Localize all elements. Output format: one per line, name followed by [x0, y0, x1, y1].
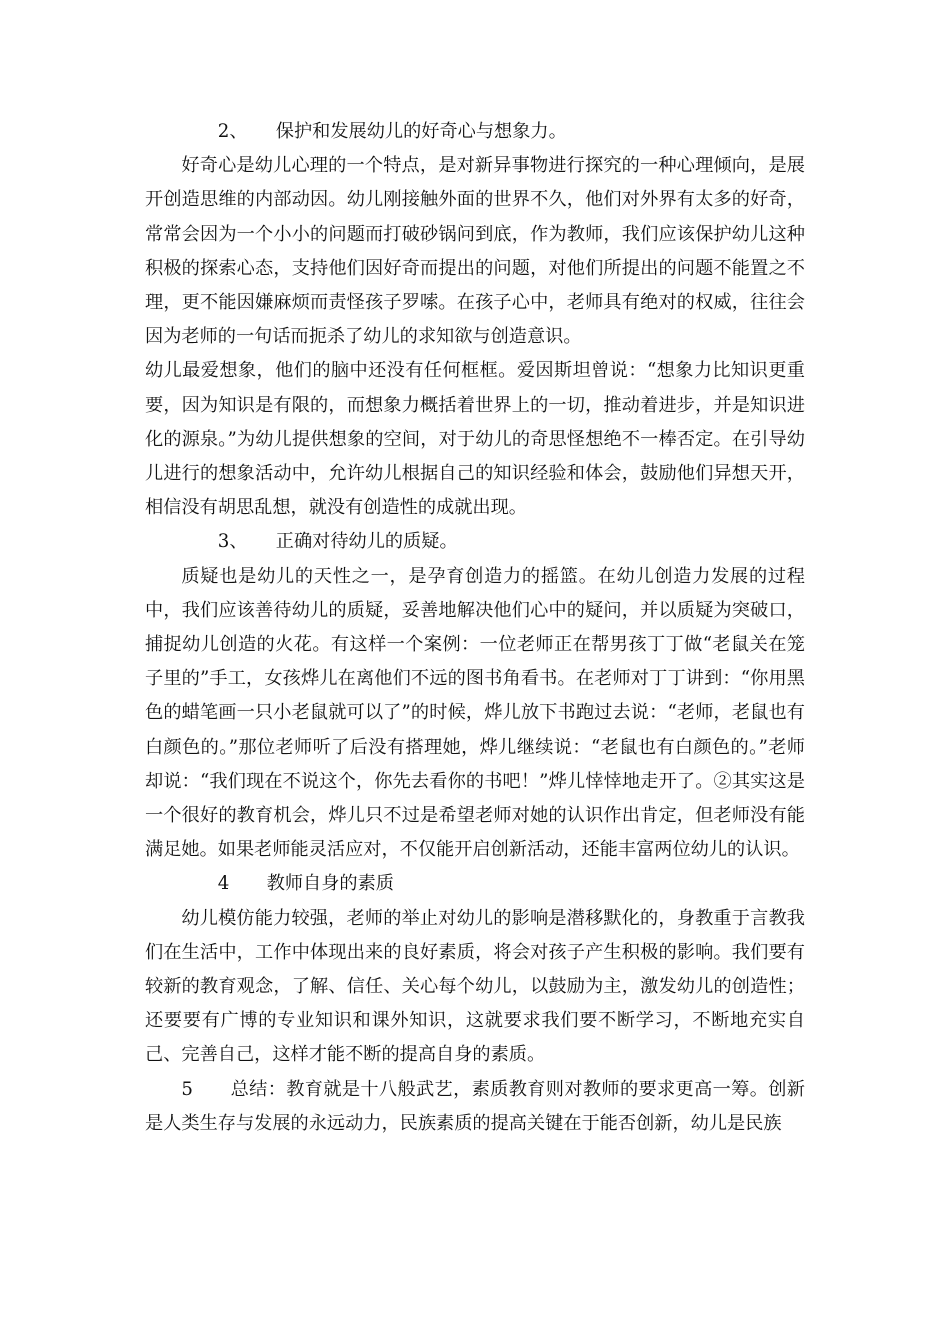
section-heading-4: [145, 867, 805, 901]
section-title: 正确对待幼儿的质疑。: [275, 531, 458, 553]
document-body: [145, 115, 805, 1141]
section-title: 教师自身的素质: [266, 873, 394, 895]
summary-text: 总结：教育就是十八般武艺，素质教育则对教师的要求更高一筹。创新是人类生存与发展的永远动力，民族素质的提高关键在于能否创新，幼儿是民族: [145, 1078, 805, 1134]
section-title: 保护和发展幼儿的好奇心与想象力。: [275, 121, 567, 142]
paragraph-teacher-quality: 幼儿模仿能力较强，老师的举止对幼儿的影响是潜移默化的，身教重于言教我们在生活中，工作中体现出来的良好素质，将会对孩子产生积极的影响。我们要有较新的教育观念，了解、信任、关心每个幼儿，以鼓励为主，激发幼儿的创造性；还要要有广博的专业知识和课外知识，这就要求我们要不断学习，不断地充实自己、完善自己，这样才能不断的提高自身的素质。: [145, 907, 805, 1066]
section-number: 2、: [217, 121, 248, 142]
section-heading-2: [145, 115, 805, 149]
paragraph-summary: [145, 1073, 805, 1141]
section-number: 4: [217, 873, 230, 895]
paragraph-curiosity: 好奇心是幼儿心理的一个特点，是对新异事物进行探究的一种心理倾向，是展开创造思维的内部动因。幼儿刚接触外面的世界不久，他们对外界有太多的好奇，常常会因为一个小小的问题而打破砂锅问到底，作为教师，我们应该保护幼儿这种积极的探索心态，支持他们因好奇而提出的问题，对他们所提出的问题不能置之不理，更不能因嫌麻烦而责怪孩子罗嗦。在孩子心中，老师具有绝对的权威，往往会因为老师的一句话而扼杀了幼儿的求知欲与创造意识。: [145, 155, 805, 348]
section-number: 3、: [217, 531, 248, 553]
section-heading-3: [145, 525, 805, 559]
paragraph-questioning: 质疑也是幼儿的天性之一，是孕育创造力的摇篮。在幼儿创造力发展的过程中，我们应该善待幼儿的质疑，妥善地解决他们心中的疑问，并以质疑为突破口，捕捉幼儿创造的火花。有这样一个案例：一位老师正在帮男孩丁丁做“老鼠关在笼子里的”手工，女孩烨儿在离他们不远的图书角看书。在老师对丁丁讲到：“你用黑色的蜡笔画一只小老鼠就可以了”的时候，烨儿放下书跑过去说：“老师，老鼠也有白颜色的。”那位老师听了后没有搭理她，烨儿继续说：“老鼠也有白颜色的。”老师却说：“我们现在不说这个，你先去看你的书吧！”烨儿悻悻地走开了。②其实这是一个很好的教育机会，烨儿只不过是希望老师对她的认识作出肯定，但老师没有能满足她。如果老师能灵活应对，不仅能开启创新活动，还能丰富两位幼儿的认识。: [145, 565, 805, 861]
paragraph-imagination: 幼儿最爱想象，他们的脑中还没有任何框框。爱因斯坦曾说：“想象力比知识更重要，因为知识是有限的，而想象力概括着世界上的一切，推动着进步，并是知识进化的源泉。”为幼儿提供想象的空间，对于幼儿的奇思怪想绝不一棒否定。在引导幼儿进行的想象活动中，允许幼儿根据自己的知识经验和体会，鼓励他们异想天开，相信没有胡思乱想，就没有创造性的成就出现。: [145, 360, 805, 519]
section-number: 5: [181, 1078, 193, 1100]
